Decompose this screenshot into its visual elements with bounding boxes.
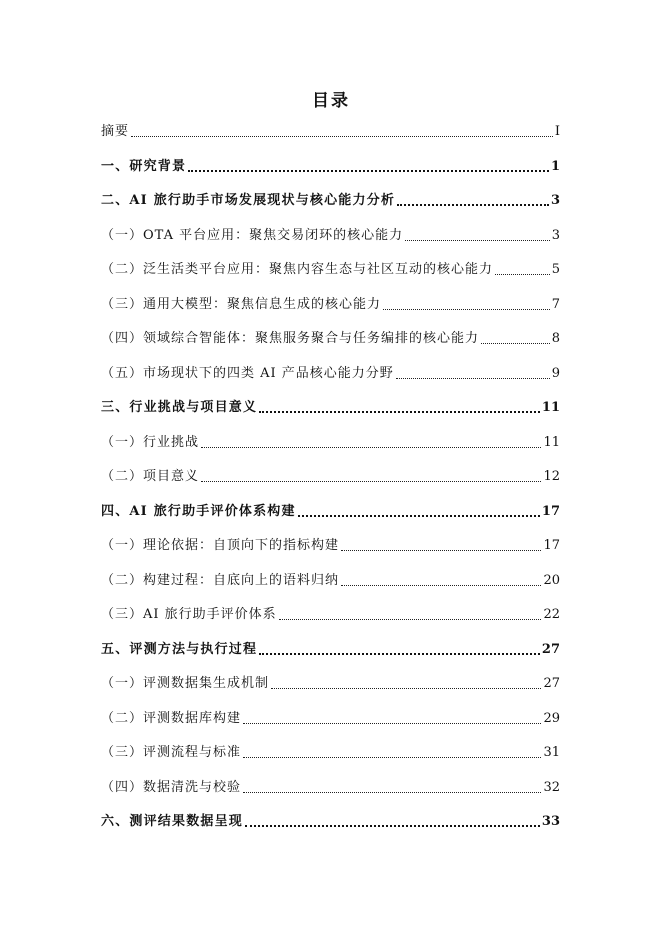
toc-entry-label: （四）领域综合智能体：聚焦服务聚合与任务编排的核心能力 — [101, 331, 480, 346]
toc-page-number: 20 — [543, 573, 560, 588]
toc-entry-label: 一、研究背景 — [101, 159, 187, 174]
toc-entry[interactable] — [101, 400, 560, 416]
toc-page-number: I — [554, 124, 560, 139]
toc-page-number: 27 — [543, 676, 560, 691]
toc-page-number: 29 — [543, 711, 560, 726]
toc-dot-leader — [298, 514, 540, 517]
toc-entry-label: （二）评测数据库构建 — [101, 711, 242, 726]
toc-page-number: 17 — [541, 504, 560, 519]
toc-dot-leader — [245, 824, 540, 827]
toc-dot-leader — [271, 687, 541, 689]
toc-page-number: 31 — [543, 745, 560, 760]
toc-page-number: 12 — [543, 469, 560, 484]
toc-page-number: 27 — [541, 642, 560, 657]
toc-entry[interactable] — [101, 193, 560, 209]
toc-entry-label: （三）AI 旅行助手评价体系 — [101, 607, 277, 622]
toc-entry-label: 二、AI 旅行助手市场发展现状与核心能力分析 — [101, 193, 396, 208]
toc-page-number: 8 — [551, 331, 560, 346]
toc-dot-leader — [259, 410, 540, 413]
toc-dot-leader — [243, 756, 541, 758]
toc-entry[interactable] — [101, 366, 560, 382]
toc-page-number: 3 — [551, 228, 560, 243]
toc-dot-leader — [481, 342, 550, 344]
toc-entry-label: （二）泛生活类平台应用：聚焦内容生态与社区互动的核心能力 — [101, 262, 494, 277]
toc-page-number: 7 — [551, 297, 560, 312]
toc-entry-label: （三）通用大模型：聚焦信息生成的核心能力 — [101, 297, 382, 312]
toc-page-number: 9 — [551, 366, 560, 381]
toc-entry[interactable] — [101, 676, 560, 692]
toc-entry-label: （四）数据清洗与校验 — [101, 780, 242, 795]
toc-dot-leader — [396, 377, 550, 379]
toc-dot-leader — [188, 169, 549, 172]
toc-entry[interactable] — [101, 607, 560, 623]
toc-entry-label: 摘要 — [101, 124, 130, 139]
toc-page-number: 3 — [550, 193, 560, 208]
toc-entry-label: （一）评测数据集生成机制 — [101, 676, 270, 691]
toc-page-number: 11 — [543, 435, 560, 450]
toc-entry-label: （五）市场现状下的四类 AI 产品核心能力分野 — [101, 366, 394, 381]
toc-entry[interactable] — [101, 159, 560, 175]
toc-page-number: 32 — [543, 780, 560, 795]
toc-entry-label: 六、测评结果数据呈现 — [101, 814, 244, 829]
toc-entry[interactable] — [101, 711, 560, 727]
toc-entry[interactable] — [101, 331, 560, 347]
toc-dot-leader — [495, 273, 550, 275]
toc-dot-leader — [279, 618, 542, 620]
toc-dot-leader — [201, 446, 541, 448]
toc-dot-leader — [397, 203, 549, 206]
toc-dot-leader — [341, 549, 541, 551]
toc-entry[interactable] — [101, 262, 560, 278]
toc-dot-leader — [243, 722, 541, 724]
toc-page-number: 1 — [550, 159, 560, 174]
toc-entry[interactable] — [101, 745, 560, 761]
toc-entry[interactable] — [101, 297, 560, 313]
toc-entry-label: 四、AI 旅行助手评价体系构建 — [101, 504, 296, 519]
toc-entry[interactable] — [101, 435, 560, 451]
toc-entry[interactable] — [101, 504, 560, 520]
toc-entry[interactable] — [101, 228, 560, 244]
toc-entry-label: （一）理论依据：自顶向下的指标构建 — [101, 538, 340, 553]
toc-title: 目录 — [312, 91, 350, 111]
toc-page-number: 22 — [543, 607, 560, 622]
toc-dot-leader — [243, 791, 541, 793]
toc-entry[interactable] — [101, 780, 560, 796]
toc-entry-label: （三）评测流程与标准 — [101, 745, 242, 760]
toc-dot-leader — [259, 652, 540, 655]
toc-entry-label: 三、行业挑战与项目意义 — [101, 400, 258, 415]
toc-dot-leader — [405, 239, 550, 241]
toc-entry-label: （一）OTA 平台应用：聚焦交易闭环的核心能力 — [101, 228, 404, 243]
toc-dot-leader — [201, 480, 541, 482]
toc-entry[interactable] — [101, 642, 560, 658]
toc-entry[interactable] — [101, 538, 560, 554]
toc-dot-leader — [131, 135, 553, 137]
toc-entry[interactable] — [101, 469, 560, 485]
toc-entry[interactable] — [101, 573, 560, 589]
toc-entry[interactable] — [101, 814, 560, 830]
toc-entry-label: （二）项目意义 — [101, 469, 200, 484]
toc-entry[interactable] — [101, 124, 560, 140]
toc-page-number: 5 — [551, 262, 560, 277]
toc-entry-label: （一）行业挑战 — [101, 435, 200, 450]
toc-entry-label: （二）构建过程：自底向上的语料归纳 — [101, 573, 340, 588]
toc-dot-leader — [341, 584, 541, 586]
toc-page-number: 33 — [541, 814, 560, 829]
toc-dot-leader — [383, 308, 550, 310]
toc-entry-label: 五、评测方法与执行过程 — [101, 642, 258, 657]
toc-page-number: 11 — [541, 400, 560, 415]
toc-page-number: 17 — [543, 538, 560, 553]
